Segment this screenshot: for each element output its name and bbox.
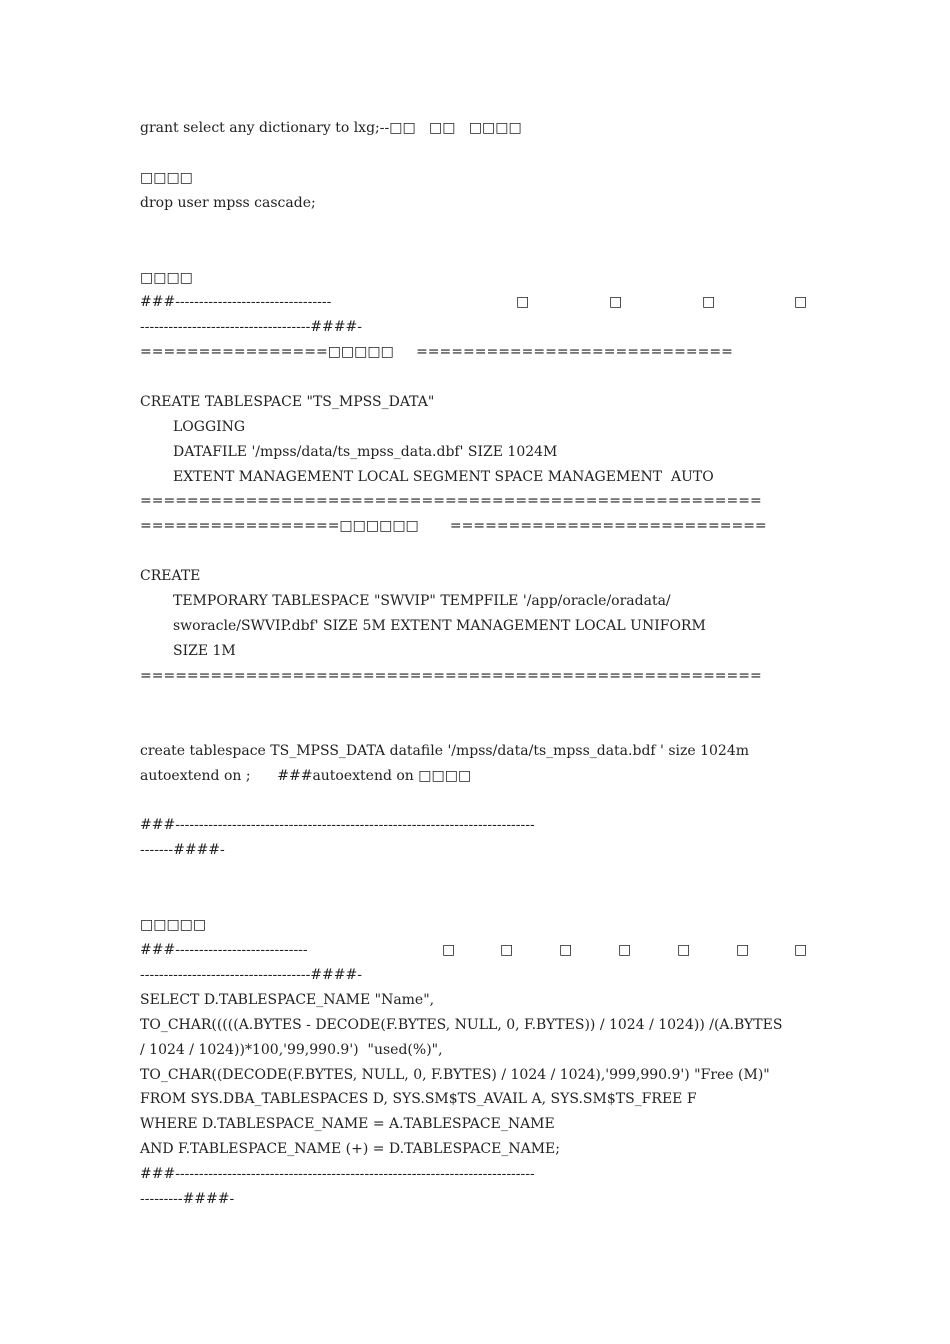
separator-line: ###---------------------------------	[140, 294, 332, 310]
code-line: sworacle/SWVIP.dbf' SIZE 5M EXTENT MANAGEMENT LOCAL UNIFORM	[173, 618, 706, 634]
code-line: SIZE 1M	[173, 643, 236, 659]
spaced-glyph: □	[500, 942, 514, 958]
banner-line: =================□□□□□□ ===========================	[140, 518, 767, 534]
separator-line: ------------------------------------####-	[140, 319, 362, 335]
code-line: FROM SYS.DBA_TABLESPACES D, SYS.SM$TS_AVAIL A, SYS.SM$TS_FREE F	[140, 1091, 697, 1107]
spaced-glyph: □	[516, 294, 530, 310]
create-tablespace-statement: CREATE TABLESPACE "TS_MPSS_DATA"	[140, 394, 435, 410]
spaced-glyph: □	[677, 942, 691, 958]
separator-line: ###----------------------------------------------------------------------------	[140, 817, 535, 833]
spaced-glyph: □	[702, 294, 716, 310]
drop-user-statement: drop user mpss cascade;	[140, 195, 316, 211]
spaced-glyph: □	[559, 942, 573, 958]
create-temp-statement: CREATE	[140, 568, 201, 584]
create-tablespace-autoextend: create tablespace TS_MPSS_DATA datafile '/mpss/data/ts_mpss_data.bdf ' size 1024m	[140, 743, 750, 759]
separator-line: -------####-	[140, 842, 225, 858]
code-line: TO_CHAR((DECODE(F.BYTES, NULL, 0, F.BYTES) / 1024 / 1024),'999,990.9') "Free (M)"	[140, 1067, 770, 1083]
spaced-glyph: □	[794, 294, 808, 310]
code-line: / 1024 / 1024))*100,'99,990.9') "used(%)",	[140, 1042, 443, 1058]
code-line: TO_CHAR(((((A.BYTES - DECODE(F.BYTES, NULL, 0, F.BYTES)) / 1024 / 1024)) /(A.BYTES	[140, 1017, 783, 1033]
code-line: EXTENT MANAGEMENT LOCAL SEGMENT SPACE MANAGEMENT AUTO	[173, 469, 714, 485]
select-statement: SELECT D.TABLESPACE_NAME "Name",	[140, 992, 435, 1008]
code-line: AND F.TABLESPACE_NAME (+) = D.TABLESPACE_NAME;	[140, 1141, 560, 1157]
separator-line: ###----------------------------------------------------------------------------	[140, 1166, 535, 1182]
spaced-glyph: □	[736, 942, 750, 958]
banner-line: ================□□□□□ ===========================	[140, 344, 733, 360]
code-line: LOGGING	[173, 419, 246, 435]
code-line: TEMPORARY TABLESPACE "SWVIP" TEMPFILE '/app/oracle/oradata/	[173, 593, 671, 609]
code-line: DATAFILE '/mpss/data/ts_mpss_data.dbf' SIZE 1024M	[173, 444, 558, 460]
separator-line: ------------------------------------####-	[140, 967, 362, 983]
spaced-glyph: □	[794, 942, 808, 958]
code-line: autoextend on ; ###autoextend on □□□□	[140, 768, 472, 784]
section-heading-tablespace: □□□□	[140, 270, 193, 286]
grant-statement: grant select any dictionary to lxg;--□□ □□ □□□□	[140, 120, 522, 136]
section-heading-query: □□□□□	[140, 917, 207, 933]
spaced-glyph: □	[609, 294, 623, 310]
code-line: WHERE D.TABLESPACE_NAME = A.TABLESPACE_NAME	[140, 1116, 555, 1132]
spaced-glyph: □	[442, 942, 456, 958]
spaced-glyph: □	[618, 942, 632, 958]
section-heading-drop-user: □□□□	[140, 170, 193, 186]
banner-line: =====================================================	[140, 668, 762, 684]
separator-line: ---------####-	[140, 1191, 235, 1207]
separator-line: ###----------------------------	[140, 942, 308, 958]
banner-line: =====================================================	[140, 493, 762, 509]
